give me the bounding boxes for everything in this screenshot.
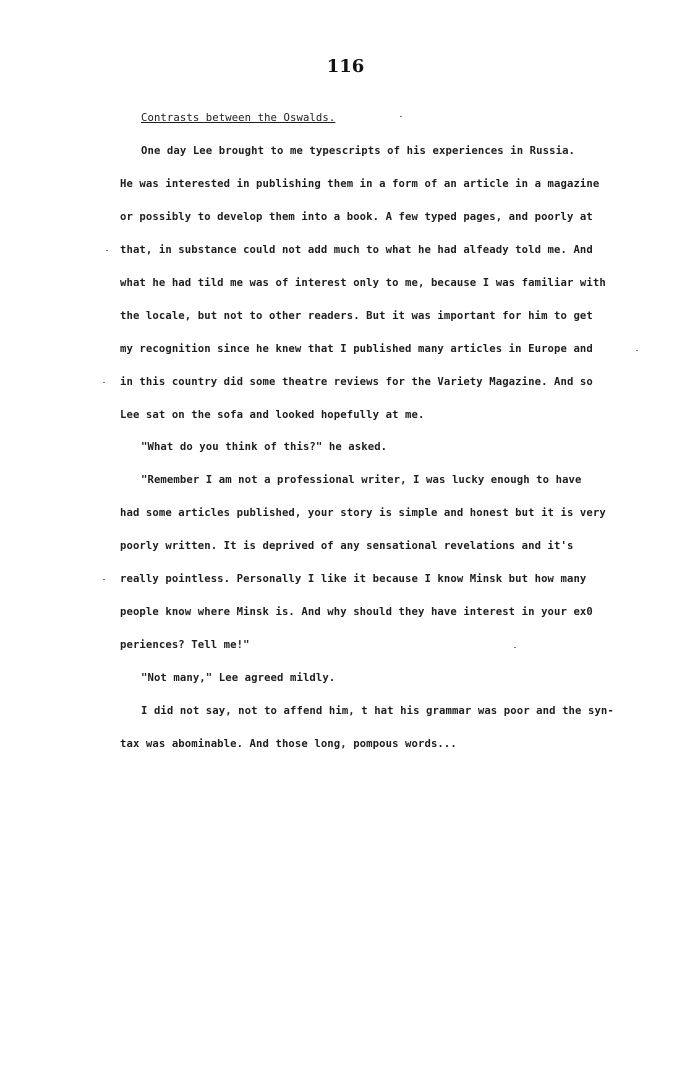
page-number: 116 (326, 56, 365, 77)
text-line: One day Lee brought to me typescripts of his experiences in Russia. (141, 145, 576, 157)
text-line: or possibly to develop them into a book. A few typed pages, and poorly at (120, 211, 593, 223)
text-line: poorly written. It is deprived of any sensational revelations and it's (120, 540, 574, 552)
text-line: what he had tild me was of interest only to me, because I was familiar with (120, 277, 606, 289)
scan-speck (514, 647, 516, 648)
scan-speck (106, 250, 108, 251)
text-line: I did not say, not to affend him, t hat his grammar was poor and the syn- (141, 705, 614, 717)
scan-speck (636, 350, 638, 351)
scan-speck (103, 382, 105, 383)
text-line: periences? Tell me!" (120, 639, 250, 651)
text-line: "What do you think of this?" he asked. (141, 441, 388, 453)
text-line: people know where Minsk is. And why should they have interest in your ex0 (120, 606, 593, 618)
text-line: Lee sat on the sofa and looked hopefully at me. (120, 409, 425, 421)
scan-speck (103, 579, 105, 580)
scan-speck (400, 116, 402, 117)
text-line: He was interested in publishing them in a form of an article in a magazine (120, 178, 600, 190)
text-line: in this country did some theatre reviews for the Variety Magazine. And so (120, 376, 593, 388)
text-line: that, in substance could not add much to what he had alfeady told me. And (120, 244, 593, 256)
text-line: tax was abominable. And those long, pompous words... (120, 738, 457, 750)
text-line: the locale, but not to other readers. But it was important for him to get (120, 310, 593, 322)
text-line: my recognition since he knew that I published many articles in Europe and (120, 343, 593, 355)
section-heading: Contrasts between the Oswalds. (141, 112, 336, 124)
text-line: really pointless. Personally I like it because I know Minsk but how many (120, 573, 587, 585)
text-line: had some articles published, your story is simple and honest but it is very (120, 507, 606, 519)
text-line: "Remember I am not a professional writer, I was lucky enough to have (141, 474, 582, 486)
text-line: "Not many," Lee agreed mildly. (141, 672, 336, 684)
